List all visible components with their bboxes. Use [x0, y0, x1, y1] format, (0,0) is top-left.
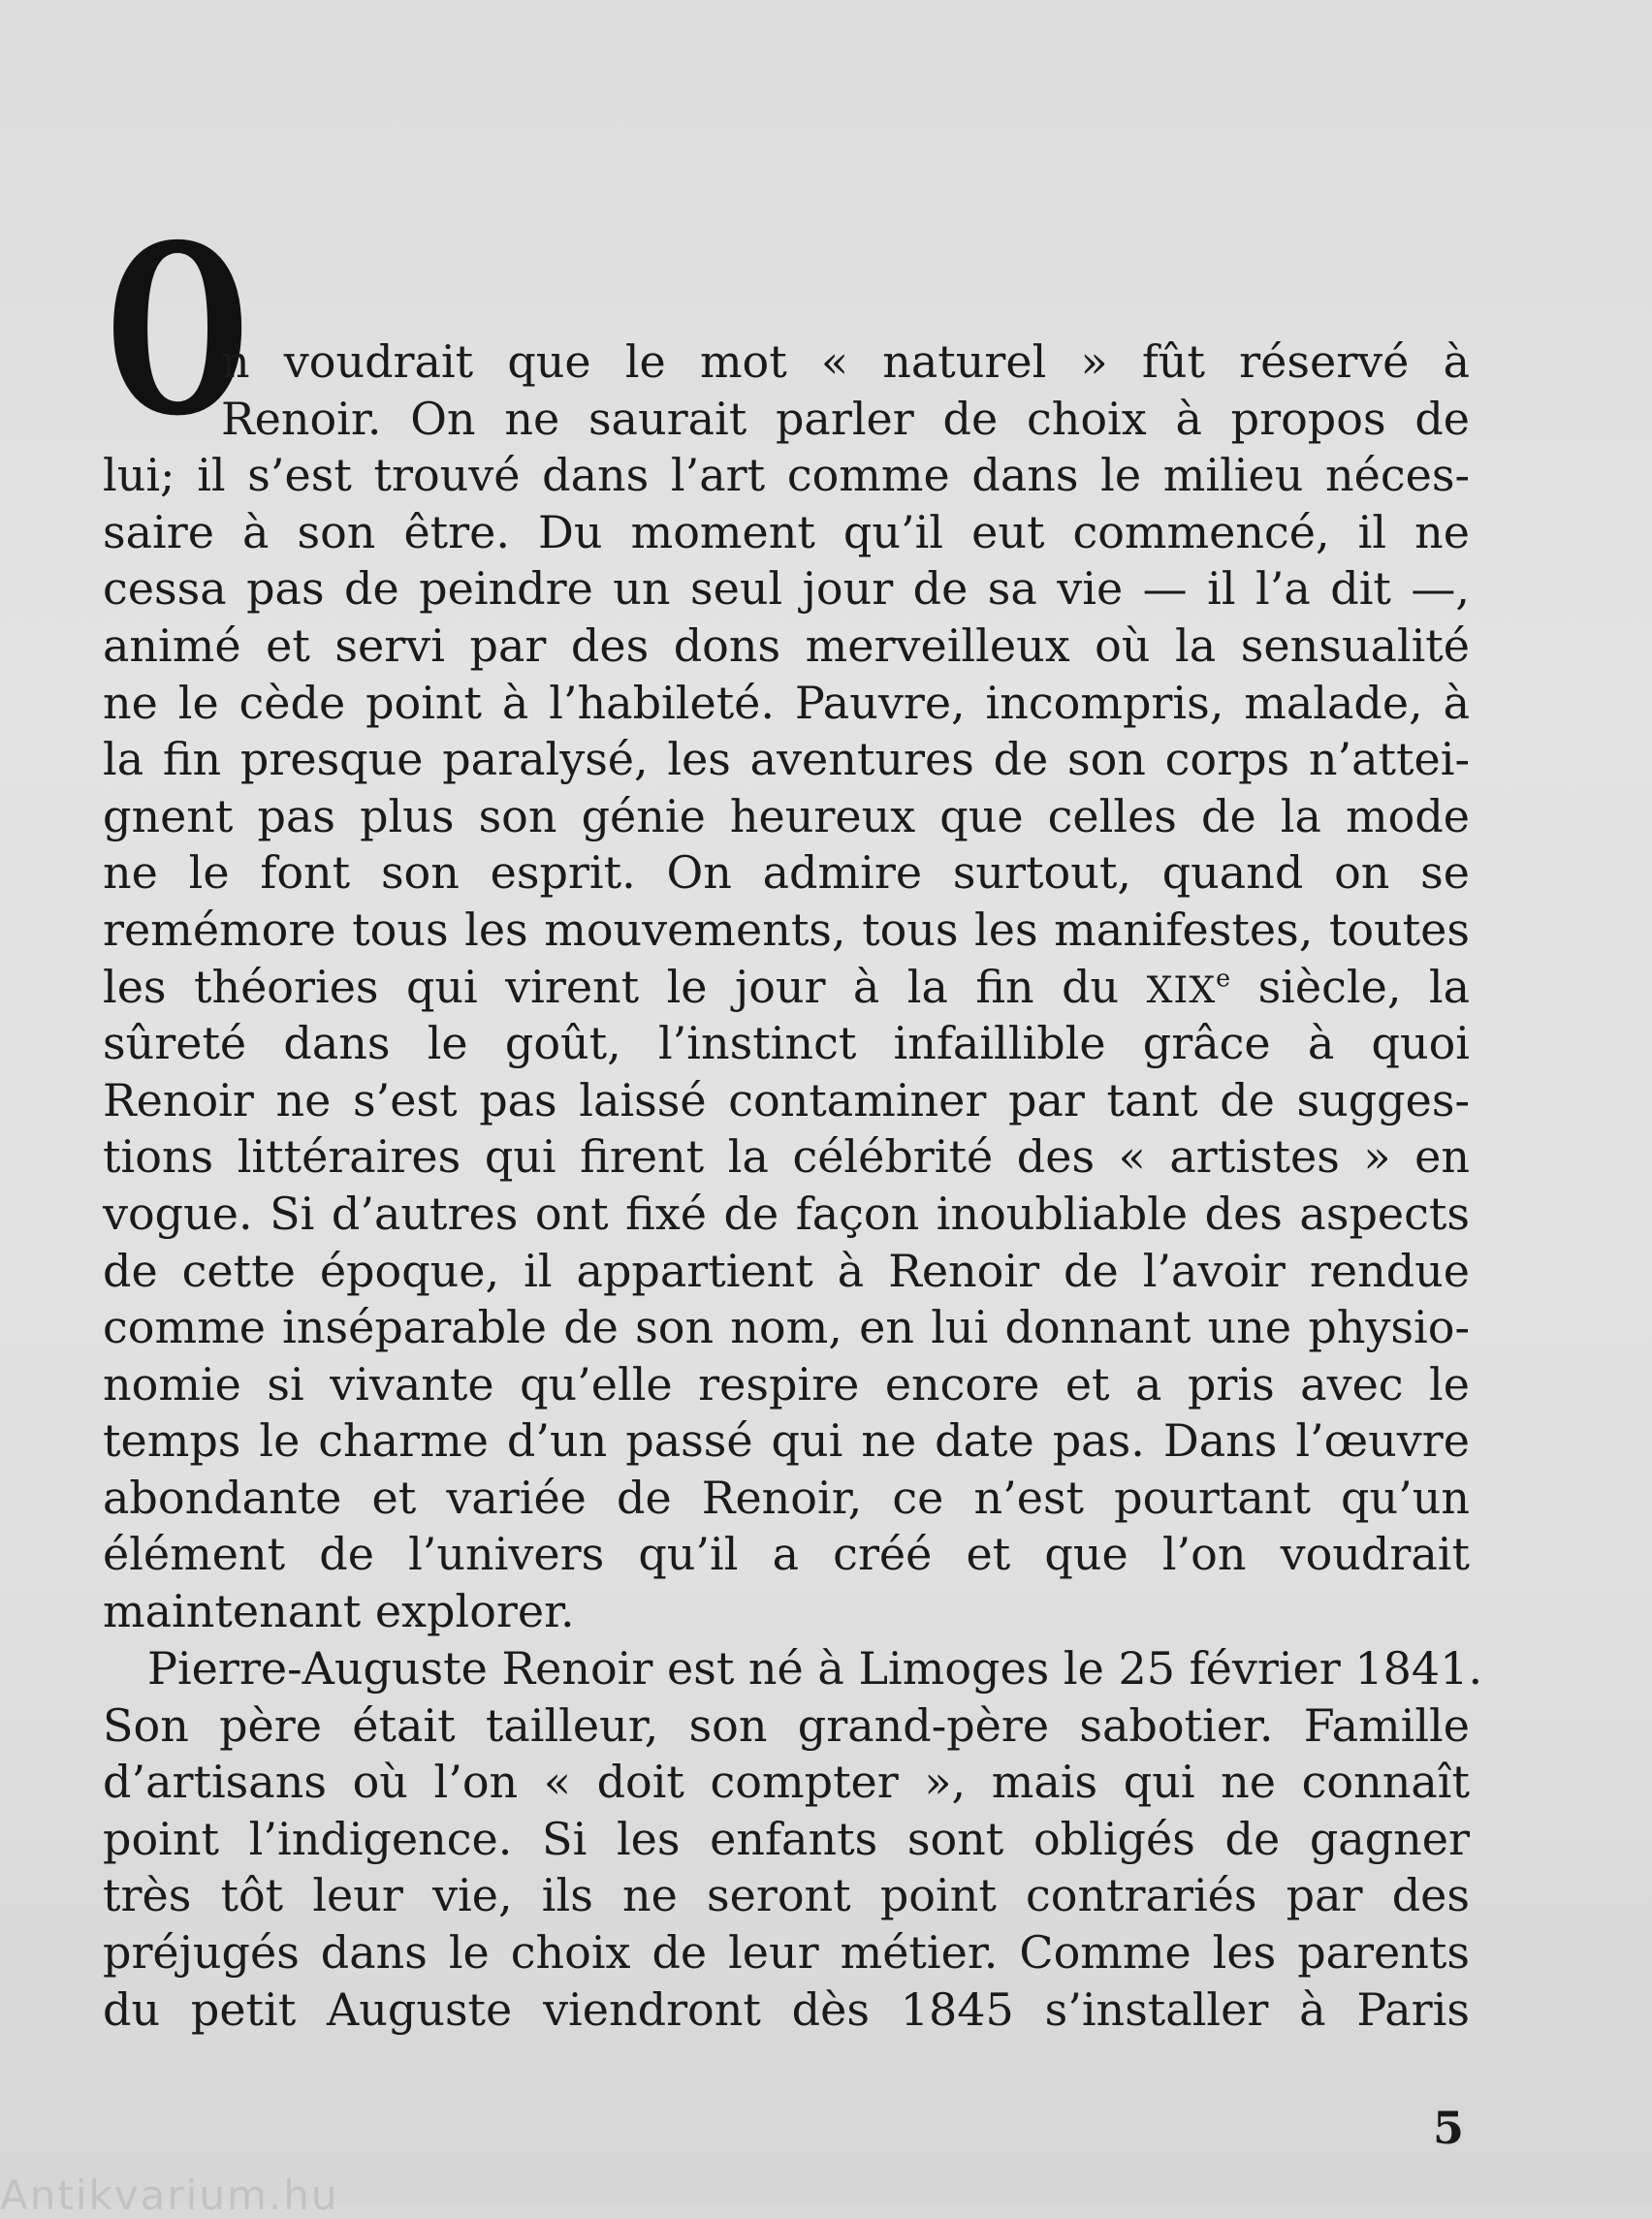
text-line: ne le font son esprit. On admire surtout, quand on se	[103, 846, 1470, 900]
text-line: préjugés dans le choix de leur métier. Comme les parents	[103, 1925, 1470, 1979]
text-line: lui; il s’est trouvé dans l’art comme dans le milieu néces-	[103, 449, 1470, 502]
text-line: temps le charme d’un passé qui ne date pas. Dans l’œuvre	[103, 1414, 1470, 1468]
text-line: Renoir ne s’est pas laissé contaminer par tant de sugges-	[103, 1073, 1470, 1126]
drop-cap-letter: O	[107, 194, 249, 467]
paragraph-1	[103, 333, 1470, 1640]
text-line: de cette époque, il appartient à Renoir de l’avoir rendue	[103, 1244, 1470, 1297]
paragraph-2	[103, 1640, 1483, 2038]
text-line: Son père était tailleur, son grand-père sabotier. Famille	[103, 1698, 1470, 1752]
text-line: ne le cède point à l’habileté. Pauvre, incompris, malade, à	[103, 676, 1470, 729]
text-line: n voudrait que le mot « naturel » fût réservé à	[221, 335, 1470, 388]
watermark: Antikvarium.hu	[0, 2171, 339, 2219]
text-line: abondante et variée de Renoir, ce n’est pourtant qu’un	[103, 1471, 1470, 1524]
text-line: remémore tous les mouvements, tous les manifestes, toutes	[103, 903, 1470, 956]
text-line: comme inséparable de son nom, en lui donnant une physio-	[103, 1301, 1470, 1354]
text-line: cessa pas de peindre un seul jour de sa vie — il l’a dit —,	[103, 562, 1470, 616]
century-superscript: e	[1216, 964, 1231, 993]
text-line: saire à son être. Du moment qu’il eut commencé, il ne	[103, 505, 1470, 558]
text-fragment: les théories qui virent le jour à la fin du	[103, 960, 1147, 1013]
text-fragment: siècle, la	[1230, 960, 1470, 1013]
text-line: animé et servi par des dons merveilleux où la sensualité	[103, 618, 1470, 672]
text-line: vogue. Si d’autres ont fixé de façon inoubliable des aspects	[103, 1187, 1470, 1240]
text-line: élément de l’univers qu’il a créé et que l’on voudrait	[103, 1528, 1470, 1581]
text-line-century	[103, 959, 1470, 1016]
century-numeral: XIX	[1146, 967, 1217, 1011]
text-line: nomie si vivante qu’elle respire encore et a pris avec le	[103, 1357, 1470, 1411]
text-line: tions littéraires qui firent la célébrité des « artistes » en	[103, 1130, 1470, 1184]
text-line: maintenant explorer.	[103, 1585, 575, 1638]
text-line: sûreté dans le goût, l’instinct infaillible grâce à quoi	[103, 1017, 1470, 1070]
text-line: d’artisans où l’on « doit compter », mais qui ne connaît	[103, 1756, 1470, 1809]
text-line: très tôt leur vie, ils ne seront point contrariés par des	[103, 1869, 1470, 1922]
page-number: 5	[1433, 2102, 1465, 2154]
text-line: du petit Auguste viendront dès 1845 s’installer à Paris	[103, 1982, 1470, 2036]
text-line: point l’indigence. Si les enfants sont obligés de gagner	[103, 1812, 1470, 1865]
text-line: la fin presque paralysé, les aventures de son corps n’attei-	[103, 733, 1470, 786]
text-line: gnent pas plus son génie heureux que celles de la mode	[103, 789, 1470, 842]
text-line: Renoir. On ne saurait parler de choix à propos de	[221, 392, 1470, 445]
text-line: Pierre-Auguste Renoir est né à Limoges le 25 février 1841.	[147, 1642, 1483, 1695]
